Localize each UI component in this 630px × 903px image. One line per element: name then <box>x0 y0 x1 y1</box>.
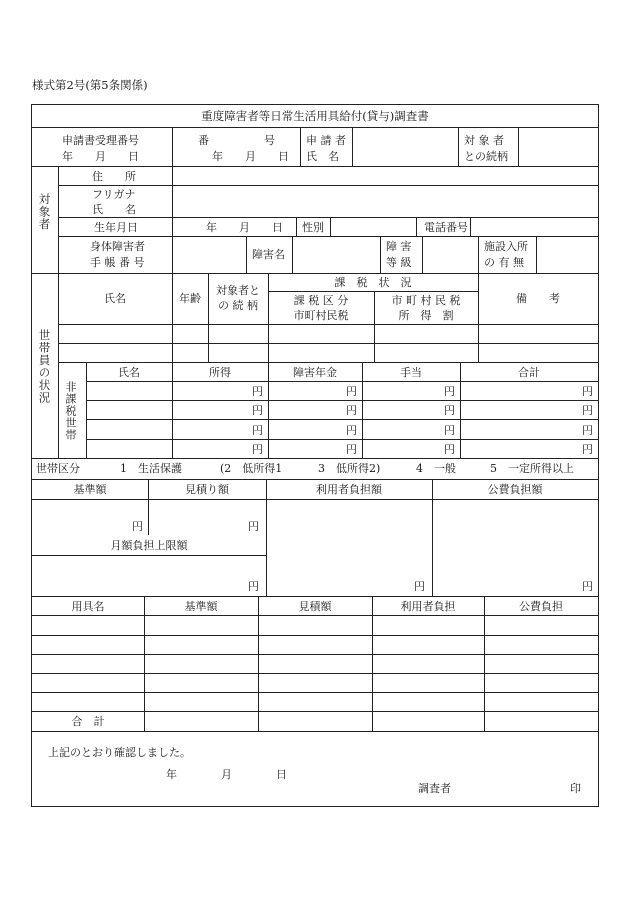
category-label: 世帯区分 <box>36 462 80 475</box>
birthdate-value: 年 月 日 <box>206 221 283 234</box>
hh-name-header: 氏名 <box>104 292 126 305</box>
form-number: 様式第2号(第5条関係) <box>32 78 148 92</box>
furigana-label: フリガナ <box>92 188 136 201</box>
survey-form <box>31 104 599 807</box>
item-estimate-header: 見積額 <box>298 600 332 613</box>
hh-age-header: 年齢 <box>179 292 201 305</box>
yen-mark: 円 <box>444 424 455 437</box>
phone-label: 電話番号 <box>424 221 468 234</box>
applicant-name-label: 氏 名 <box>306 150 339 163</box>
confirmation-date: 年 月 日 <box>166 768 287 781</box>
item-name-header: 用具名 <box>71 600 105 613</box>
yen-mark: 円 <box>252 443 263 456</box>
yen-mark: 円 <box>444 443 455 456</box>
handbook-label: 身体障害者 <box>90 240 145 253</box>
yen-mark: 円 <box>582 424 593 437</box>
items-total-label: 合 計 <box>71 715 105 728</box>
receipt-number-label: 申請書受理番号 <box>62 134 139 147</box>
yen-mark: 円 <box>248 520 259 533</box>
name-label: 氏 名 <box>92 203 136 216</box>
yen-mark: 円 <box>582 580 593 593</box>
yen-mark: 円 <box>346 385 357 398</box>
category-option-3: 3 低所得2) <box>318 462 381 475</box>
yen-mark: 円 <box>252 424 263 437</box>
category-option-2: (2 低所得1 <box>220 462 283 475</box>
nt-pension-header: 障害年金 <box>293 366 337 379</box>
seal-mark: 印 <box>570 782 581 795</box>
category-option-5: 5 一定所得以上 <box>490 462 574 475</box>
handbook-number-label: 手 帳 番 号 <box>90 256 145 269</box>
yen-mark: 円 <box>346 404 357 417</box>
hh-relation-header: 対象者と <box>216 284 260 297</box>
base-amount-header: 基準額 <box>73 483 107 496</box>
item-base-header: 基準額 <box>184 600 218 613</box>
item-user-header: 利用者負担 <box>400 600 456 613</box>
facility-label-2: の 有 無 <box>484 256 524 269</box>
nt-income-header: 所得 <box>209 366 231 379</box>
yen-mark: 円 <box>132 520 143 533</box>
estimate-amount-header: 見積り額 <box>185 483 229 496</box>
yen-mark: 円 <box>582 385 593 398</box>
subject-section-label: 対象者 <box>37 193 52 231</box>
gender-label: 性別 <box>302 221 324 234</box>
category-option-1: 1 生活保護 <box>120 462 182 475</box>
grade-label-2: 等 級 <box>386 256 412 269</box>
yen-mark: 円 <box>248 580 259 593</box>
number-label: 番 号 <box>198 134 275 147</box>
address-label: 住 所 <box>92 170 136 183</box>
applicant-label: 申 請 者 <box>306 134 346 147</box>
tax-income-header-2: 所 得 割 <box>398 309 454 322</box>
item-public-header: 公費負担 <box>519 600 563 613</box>
grade-label: 障 害 <box>386 240 412 253</box>
nontax-section-label: 非課税世帯 <box>64 381 77 441</box>
remarks-header: 備 考 <box>516 292 560 305</box>
category-option-4: 4 一般 <box>416 462 456 475</box>
disability-name-label: 障害名 <box>252 248 285 261</box>
yen-mark: 円 <box>346 443 357 456</box>
relation-label: 対 象 者 <box>464 134 504 147</box>
yen-mark: 円 <box>346 424 357 437</box>
public-burden-header: 公費負担額 <box>487 483 543 496</box>
tax-class-header-2: 市町村民税 <box>293 309 349 322</box>
nt-allowance-header: 手当 <box>400 366 422 379</box>
tax-status-header: 課 税 状 況 <box>334 276 412 289</box>
yen-mark: 円 <box>582 404 593 417</box>
nt-name-header: 氏名 <box>118 366 140 379</box>
nt-total-header: 合計 <box>518 366 540 379</box>
yen-mark: 円 <box>252 385 263 398</box>
facility-label: 施設入所 <box>484 240 528 253</box>
relation-label-2: との続柄 <box>464 150 508 163</box>
tax-class-header: 課 税 区 分 <box>293 294 349 307</box>
yen-mark: 円 <box>414 580 425 593</box>
yen-mark: 円 <box>252 404 263 417</box>
yen-mark: 円 <box>444 404 455 417</box>
tax-income-header: 市 町 村 民 税 <box>391 294 461 307</box>
form-title: 重度障害者等日常生活用具給付(貸与)調査書 <box>201 109 429 123</box>
number-date: 年 月 日 <box>212 150 289 163</box>
monthly-cap-label: 月額負担上限額 <box>110 539 188 552</box>
user-burden-header: 利用者負担額 <box>316 483 382 496</box>
birthdate-label: 生年月日 <box>94 221 138 234</box>
hh-relation-header-2: の 続 柄 <box>218 299 258 312</box>
investigator-label: 調査者 <box>418 782 451 795</box>
household-section-label: 世帯員の状況 <box>37 329 52 404</box>
yen-mark: 円 <box>444 385 455 398</box>
yen-mark: 円 <box>582 443 593 456</box>
confirmation-text: 上記のとおり確認しました。 <box>48 746 191 759</box>
receipt-date: 年 月 日 <box>62 150 139 163</box>
